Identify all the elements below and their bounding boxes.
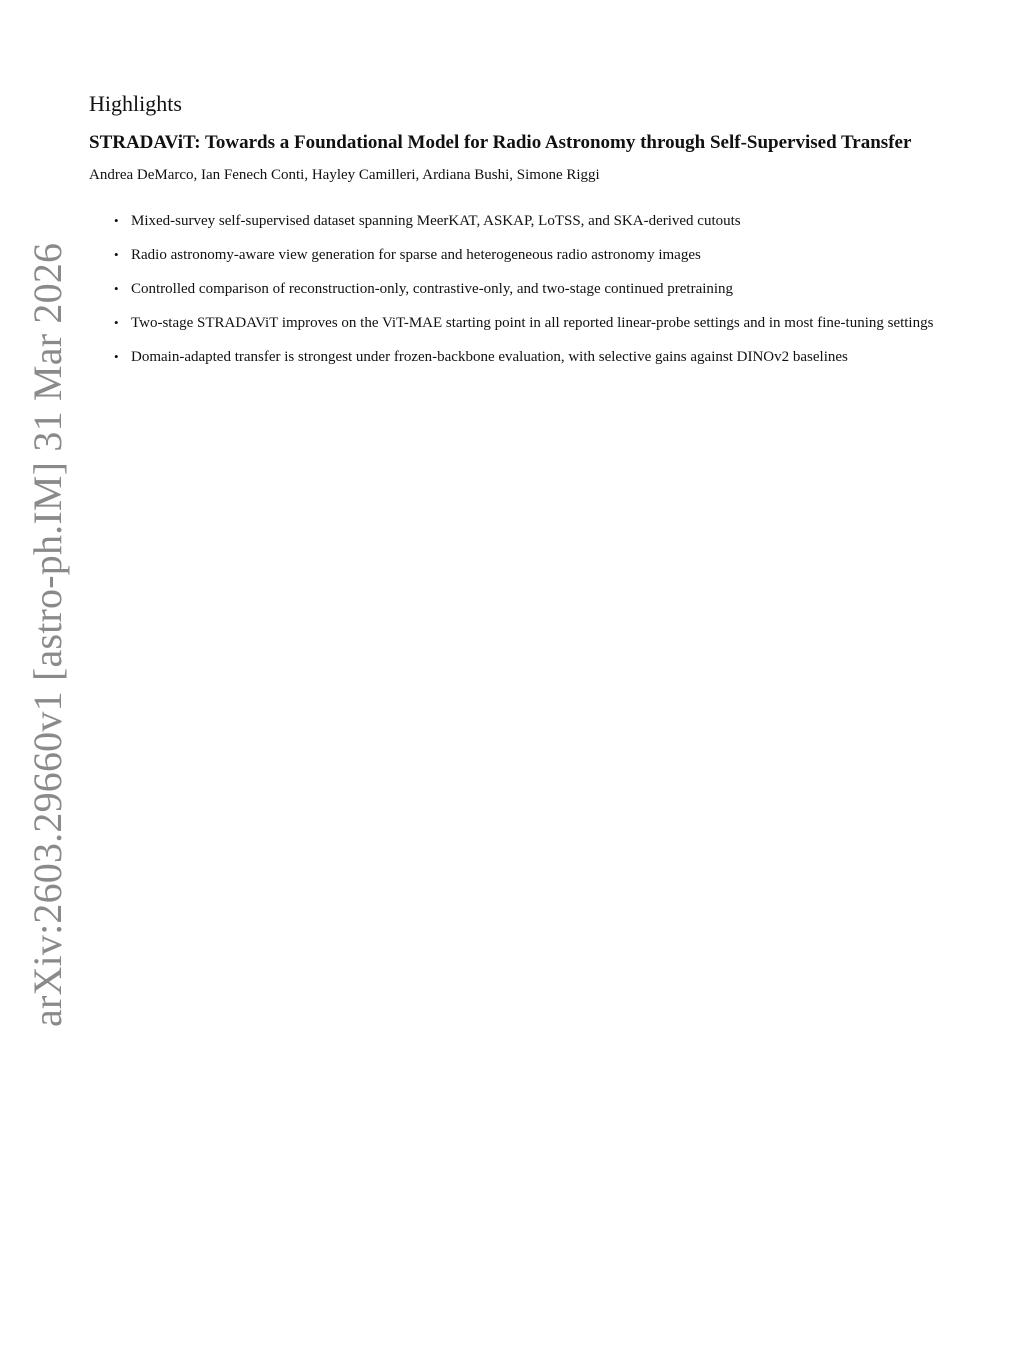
highlight-text: Radio astronomy-aware view generation for sparse and heterogeneous radio astronomy images	[131, 247, 701, 263]
highlight-text: Mixed-survey self-supervised dataset spanning MeerKAT, ASKAP, LoTSS, and SKA-derived cutouts	[131, 213, 741, 229]
bullet-icon: •	[114, 281, 119, 296]
highlight-text: Two-stage STRADAViT improves on the ViT-MAE starting point in all reported linear-probe settings and in most fine-tuning settings	[131, 315, 934, 331]
highlight-item	[114, 347, 936, 367]
arxiv-identifier-stamp: arXiv:2603.29660v1 [astro-ph.IM] 31 Mar 2026	[25, 242, 70, 1027]
bullet-icon: •	[114, 315, 119, 330]
bullet-icon: •	[114, 247, 119, 262]
highlight-text: Domain-adapted transfer is strongest under frozen-backbone evaluation, with selective gains against DINOv2 baselines	[131, 349, 848, 365]
highlight-item	[114, 211, 936, 231]
highlight-item	[114, 279, 936, 299]
author-list: Andrea DeMarco, Ian Fenech Conti, Hayley Camilleri, Ardiana Bushi, Simone Riggi	[89, 167, 600, 183]
highlight-text: Controlled comparison of reconstruction-only, contrastive-only, and two-stage continued pretraining	[131, 281, 734, 297]
section-heading: Highlights	[89, 91, 182, 116]
paper-title: STRADAViT: Towards a Foundational Model for Radio Astronomy through Self-Supervised Transfer	[89, 132, 912, 153]
highlight-item	[114, 245, 936, 265]
highlights-list	[89, 211, 936, 367]
highlights-content	[89, 89, 936, 381]
bullet-icon: •	[114, 349, 119, 364]
bullet-icon: •	[114, 213, 119, 228]
highlight-item	[114, 313, 936, 333]
